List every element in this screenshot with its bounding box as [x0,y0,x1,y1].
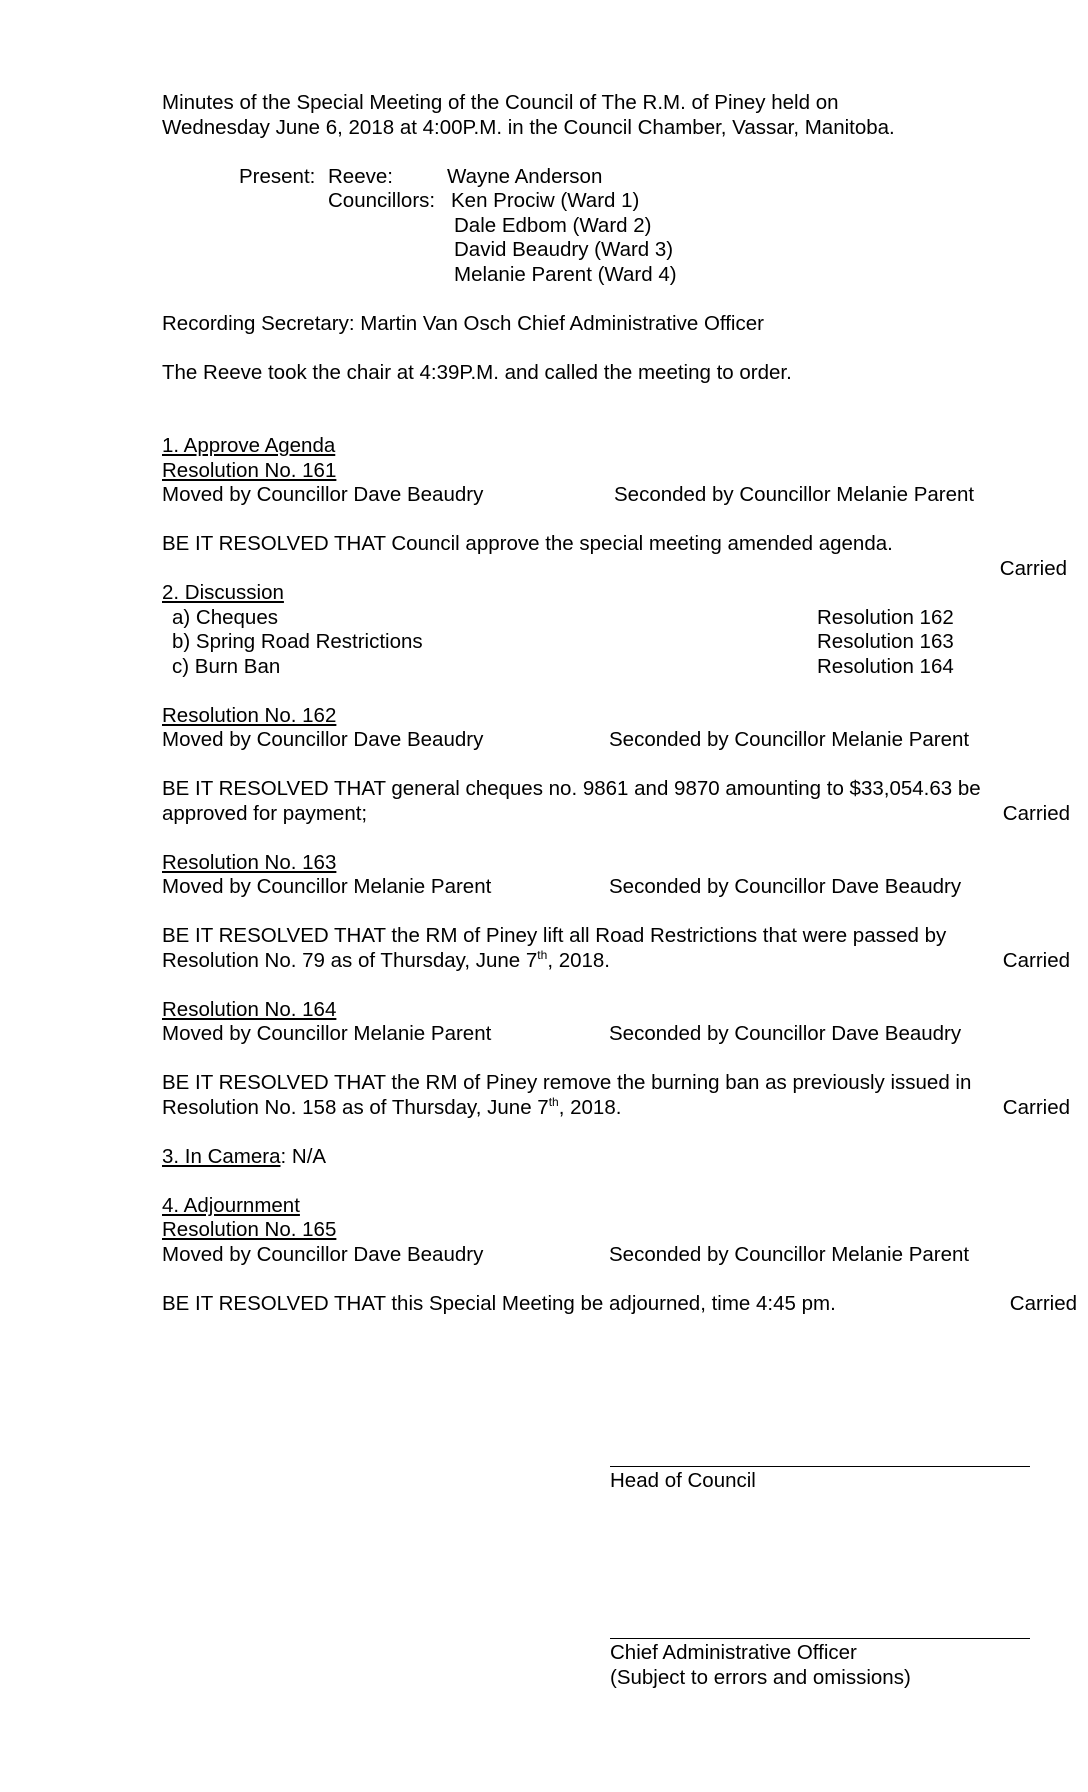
resolution-163-text-1: BE IT RESOLVED THAT the RM of Piney lift all Road Restrictions that were passed by [162,924,947,947]
cao-label: Chief Administrative Officer [610,1641,857,1664]
resolution-164-heading: Resolution No. 164 [162,997,337,1021]
resolution-161-text: BE IT RESOLVED THAT Council approve the special meeting amended agenda. [162,532,893,555]
discussion-item-b-ref: Resolution 163 [817,630,954,653]
reeve-name: Wayne Anderson [447,164,603,188]
resolution-165-status: Carried [1009,1291,1077,1315]
reeve-label: Reeve: [328,164,393,188]
header-line-1: Minutes of the Special Meeting of the Council of The R.M. of Piney held on [162,91,839,114]
section-3-heading: 3. In Camera [162,1144,281,1168]
resolution-165-seconded: Seconded by Councillor Melanie Parent [609,1242,970,1266]
councillor-3: David Beaudry (Ward 3) [454,238,674,261]
discussion-item-a: a) Cheques [172,605,278,629]
resolution-163-text-2: Resolution No. 79 as of Thursday, June 7th, 2018. [162,947,611,972]
resolution-162-moved: Moved by Councillor Dave Beaudry [162,728,484,751]
section-4-heading: 4. Adjournment [162,1193,300,1217]
recording-secretary: Recording Secretary: Martin Van Osch Chief Administrative Officer [162,311,764,335]
section-2-heading: 2. Discussion [162,581,284,604]
resolution-161-status: Carried [999,556,1067,580]
resolution-164-moved: Moved by Councillor Melanie Parent [162,1022,492,1045]
minutes-document [162,91,1077,1316]
councillor-1: Ken Prociw (Ward 1) [451,189,640,212]
signature-line [610,1466,1030,1467]
resolution-162-text-1: BE IT RESOLVED THAT general cheques no. 9861 and 9870 amounting to $33,054.63 be [162,777,981,800]
resolution-163-heading: Resolution No. 163 [162,850,337,874]
councillor-4: Melanie Parent (Ward 4) [454,262,677,286]
resolution-164-status: Carried [1002,1095,1070,1119]
resolution-162-seconded: Seconded by Councillor Melanie Parent [609,728,970,751]
resolution-164-text-1: BE IT RESOLVED THAT the RM of Piney remove the burning ban as previously issued in [162,1071,972,1094]
resolution-161-seconded: Seconded by Councillor Melanie Parent [614,483,975,506]
head-of-council-label: Head of Council [610,1469,756,1492]
resolution-163-moved: Moved by Councillor Melanie Parent [162,875,492,898]
head-of-council-signature [610,1466,1030,1494]
councillors-label: Councillors: [328,189,436,212]
resolution-165-text: BE IT RESOLVED THAT this Special Meeting be adjourned, time 4:45 pm. [162,1291,836,1315]
resolution-163-seconded: Seconded by Councillor Dave Beaudry [609,875,962,898]
cao-signature [610,1638,1030,1690]
section-1-heading: 1. Approve Agenda [162,434,336,457]
errors-note: (Subject to errors and omissions) [610,1665,911,1689]
discussion-item-c: c) Burn Ban [172,654,281,678]
discussion-item-b: b) Spring Road Restrictions [172,630,423,653]
resolution-162-status: Carried [1002,801,1070,825]
signature-line [610,1638,1030,1639]
resolution-164-text-2: Resolution No. 158 as of Thursday, June 7th, 2018. [162,1094,622,1119]
resolution-161-heading: Resolution No. 161 [162,458,337,482]
resolution-165-moved: Moved by Councillor Dave Beaudry [162,1242,484,1266]
resolution-165-heading: Resolution No. 165 [162,1218,337,1241]
councillor-2: Dale Edbom (Ward 2) [454,213,652,237]
opening-statement: The Reeve took the chair at 4:39P.M. and called the meeting to order. [162,360,792,384]
resolution-163-status: Carried [1002,948,1070,972]
attendance-block [162,165,1062,288]
header-line-2: Wednesday June 6, 2018 at 4:00P.M. in the Council Chamber, Vassar, Manitoba. [162,115,895,139]
resolution-164-seconded: Seconded by Councillor Dave Beaudry [609,1022,962,1045]
section-3-value: : N/A [280,1144,327,1168]
discussion-item-a-ref: Resolution 162 [817,605,954,629]
resolution-161-moved: Moved by Councillor Dave Beaudry [162,483,484,506]
resolution-162-heading: Resolution No. 162 [162,703,337,727]
resolution-162-text-2: approved for payment; [162,801,368,825]
discussion-item-c-ref: Resolution 164 [817,654,954,678]
present-label: Present: [239,164,316,188]
